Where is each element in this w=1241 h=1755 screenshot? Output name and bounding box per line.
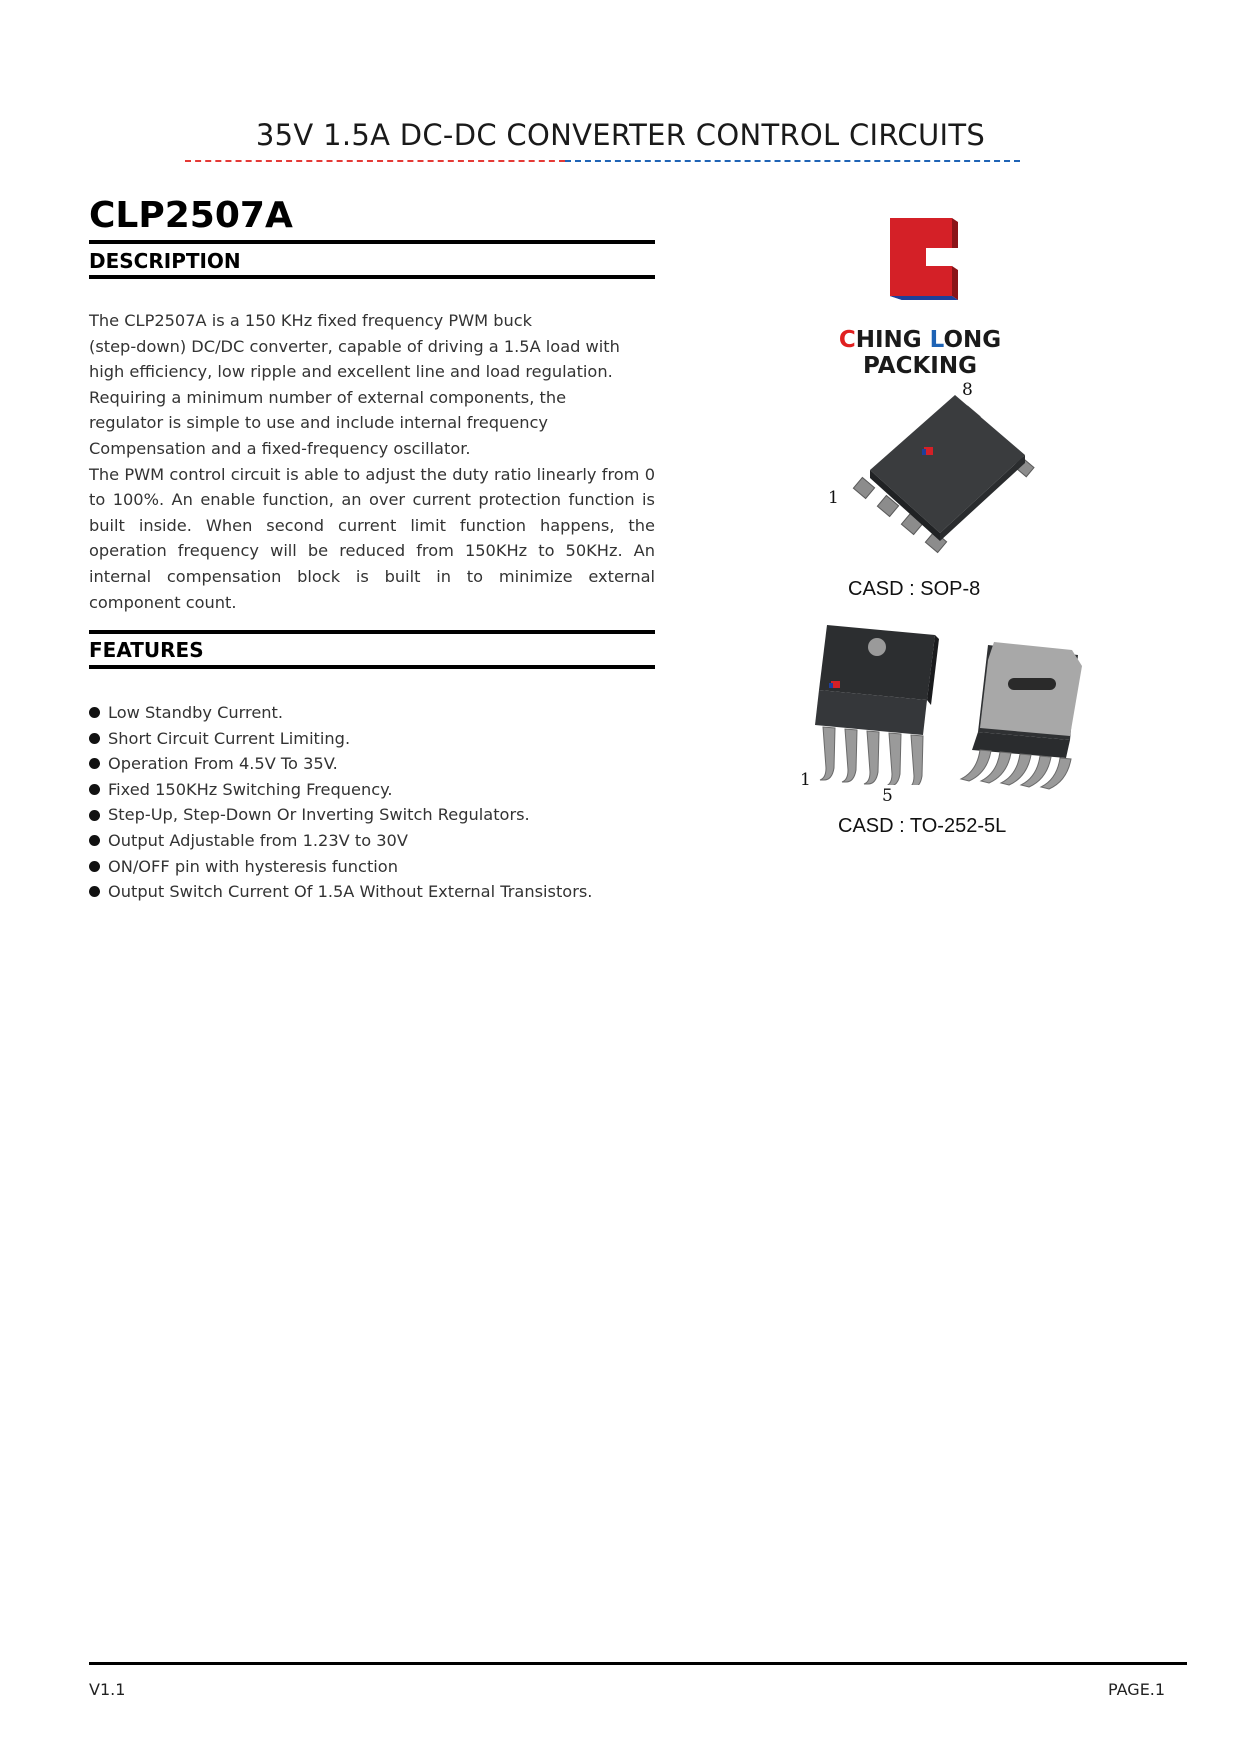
bullet-icon	[89, 886, 100, 897]
description-paragraph-2: The PWM control circuit is able to adjust the duty ratio linearly from 0 to 100%. An enable function, an over current protection function is built inside. When second current limit function happens, the operation frequency will be reduced from 150KHz to 50KHz. An internal compensation block is built in to minimize external component count.	[89, 464, 655, 612]
feature-text: Output Adjustable from 1.23V to 30V	[108, 830, 408, 850]
feature-item	[89, 777, 592, 803]
bullet-icon	[89, 861, 100, 872]
to252-pin-last-label: 5	[882, 786, 893, 806]
feature-text: Low Standby Current.	[108, 703, 284, 722]
footer-page-number: PAGE.1	[1108, 1680, 1166, 1699]
description-line: Compensation and a fixed-frequency oscillator.	[89, 438, 471, 458]
description-line: regulator is simple to use and include internal frequency	[89, 413, 548, 433]
bullet-icon	[89, 733, 100, 744]
feature-text: Fixed 150KHz Switching Frequency.	[108, 779, 393, 799]
features-top-rule	[89, 630, 655, 634]
company-logo-icon	[880, 218, 962, 300]
bullet-icon	[89, 810, 100, 821]
bullet-icon	[89, 758, 100, 769]
description-body	[89, 308, 655, 615]
feature-item	[89, 751, 592, 777]
header-divider-red	[185, 160, 565, 162]
document-title: 35V 1.5A DC-DC CONVERTER CONTROL CIRCUITS	[255, 118, 986, 152]
description-line: Requiring a minimum number of external components, the	[89, 387, 567, 407]
description-heading-rule	[89, 275, 655, 279]
part-number-rule	[89, 240, 655, 244]
sop8-package-image	[840, 385, 1040, 560]
bullet-icon	[89, 707, 100, 718]
to252-pin-first-label: 1	[800, 770, 811, 790]
feature-item	[89, 854, 592, 880]
description-line: high efficiency, low ripple and excellent line and load regulation.	[89, 362, 613, 382]
to252-front-image	[805, 625, 950, 785]
sop8-pin-last-label: 8	[962, 380, 973, 400]
feature-text: Operation From 4.5V To 35V.	[108, 754, 338, 774]
company-name	[780, 327, 1060, 379]
features-list	[89, 700, 592, 905]
feature-text: Step-Up, Step-Down Or Inverting Switch Regulators.	[108, 805, 530, 825]
company-name-part: HING	[855, 327, 930, 353]
part-number: CLP2507A	[89, 195, 293, 236]
feature-item	[89, 828, 592, 854]
description-line: The CLP2507A is a 150 KHz fixed frequency PWM buck	[89, 311, 533, 330]
description-heading: DESCRIPTION	[89, 249, 241, 273]
footer-rule	[89, 1662, 1187, 1665]
feature-item	[89, 879, 592, 905]
company-name-initial-c: C	[838, 327, 856, 353]
header-divider-blue	[565, 160, 1020, 162]
feature-item	[89, 802, 592, 828]
to252-back-image	[950, 640, 1100, 790]
feature-item	[89, 700, 592, 726]
to252-caption: CASD : TO-252-5L	[838, 815, 1007, 837]
bullet-icon	[89, 784, 100, 795]
features-heading-rule	[89, 665, 655, 669]
feature-text: Short Circuit Current Limiting.	[108, 728, 351, 748]
features-heading: FEATURES	[89, 638, 204, 662]
company-name-part: ONG PACKING	[863, 327, 1002, 379]
footer-version: V1.1	[89, 1680, 126, 1699]
sop8-caption: CASD : SOP-8	[848, 578, 981, 600]
description-line: (step-down) DC/DC converter, capable of driving a 1.5A load with	[89, 336, 620, 356]
feature-text: Output Switch Current Of 1.5A Without External Transistors.	[108, 882, 593, 902]
feature-item	[89, 726, 592, 752]
feature-text: ON/OFF pin with hysteresis function	[108, 856, 398, 876]
bullet-icon	[89, 835, 100, 846]
company-name-initial-l: L	[929, 327, 944, 353]
sop8-pin-first-label: 1	[828, 488, 839, 508]
